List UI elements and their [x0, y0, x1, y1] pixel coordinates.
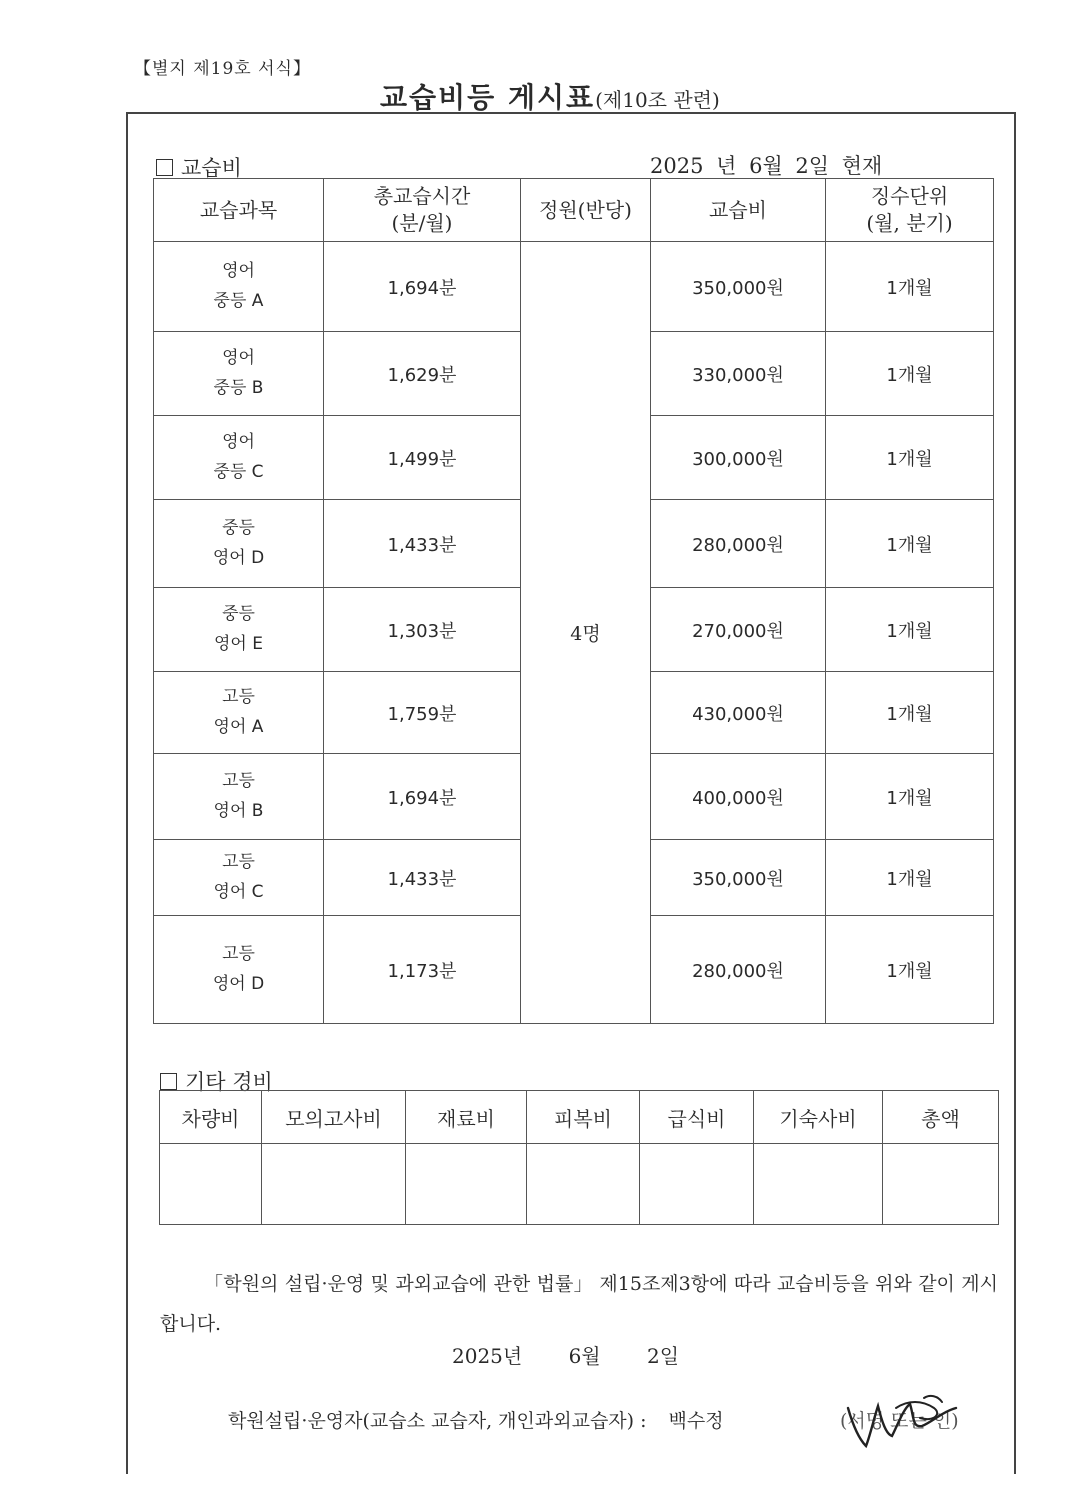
subject-cell [154, 500, 324, 588]
as-of-date: 2025 년 6월 2일 현재 [650, 154, 883, 178]
fee-cell: 400,000원 [651, 754, 826, 840]
subject-cell [154, 754, 324, 840]
declaration-date: 2025년 6월 2일 [452, 1344, 680, 1368]
fee-cell: 280,000원 [651, 500, 826, 588]
hours-cell: 1,694분 [324, 242, 521, 332]
fee-cell: 300,000원 [651, 416, 826, 500]
tuition-table [153, 178, 994, 1024]
subject-line2: 중등 A [213, 290, 264, 311]
subject-cell [154, 588, 324, 672]
checkbox-square-icon [156, 159, 173, 176]
subject-cell [154, 672, 324, 754]
material-fee-value [406, 1144, 527, 1225]
hours-cell: 1,629분 [324, 332, 521, 416]
fee-cell: 330,000원 [651, 332, 826, 416]
hours-cell: 1,433분 [324, 500, 521, 588]
uniform-fee-value [527, 1144, 640, 1225]
other-expenses-value-row [160, 1144, 999, 1225]
header-total: 총액 [883, 1091, 999, 1144]
signature-icon [838, 1378, 968, 1458]
subject-line2: 영어 D [212, 973, 265, 994]
fee-cell: 280,000원 [651, 916, 826, 1024]
fee-cell: 350,000원 [651, 840, 826, 916]
title-text: 교습비등 게시표 [380, 81, 596, 114]
subject-line1: 중등 [222, 517, 255, 538]
header-unit-line2: (월, 분기) [866, 211, 953, 235]
subject-line2: 영어 D [212, 547, 265, 568]
checkbox-square-icon [160, 1073, 177, 1090]
header-capacity: 정원(반당) [521, 179, 651, 242]
hours-cell: 1,173분 [324, 916, 521, 1024]
declaration-text: 「학원의 설립·운영 및 과외교습에 관한 법률」 제15조제3항에 따라 교습비등을 위와 같이 게시합니다. [160, 1273, 998, 1335]
vehicle-fee-value [160, 1144, 262, 1225]
hours-cell: 1,433분 [324, 840, 521, 916]
subject-line2: 중등 C [213, 461, 264, 482]
header-unit [826, 179, 994, 242]
header-unit-line1: 징수단위 [870, 184, 949, 208]
subject-line1: 고등 [222, 851, 255, 872]
header-total-hours-line1: 총교습시간 [373, 184, 471, 208]
header-mock-exam-fee: 모의고사비 [262, 1091, 406, 1144]
tuition-header-row [154, 179, 994, 242]
subject-cell [154, 242, 324, 332]
subject-line2: 영어 A [213, 716, 264, 737]
operator-label: 학원설립·운영자(교습소 교습자, 개인과외교습자) : [228, 1410, 647, 1432]
subject-cell [154, 840, 324, 916]
unit-cell: 1개월 [826, 840, 994, 916]
header-total-hours [324, 179, 521, 242]
fee-cell: 350,000원 [651, 242, 826, 332]
title-reference: (제10조 관련) [595, 88, 720, 112]
other-expenses-header-row [160, 1091, 999, 1144]
total-value [883, 1144, 999, 1225]
unit-cell: 1개월 [826, 588, 994, 672]
header-total-hours-line2: (분/월) [391, 211, 453, 235]
unit-cell: 1개월 [826, 332, 994, 416]
subject-line1: 고등 [222, 686, 255, 707]
header-fee: 교습비 [651, 179, 826, 242]
subject-line1: 영어 [222, 431, 255, 452]
subject-line2: 영어 E [214, 633, 263, 654]
unit-cell: 1개월 [826, 242, 994, 332]
form-number: 【별지 제19호 서식】 [134, 59, 311, 79]
page-title [380, 76, 720, 116]
header-dormitory-fee: 기숙사비 [754, 1091, 883, 1144]
subject-cell [154, 416, 324, 500]
hours-cell: 1,303분 [324, 588, 521, 672]
operator-name: 백수정 [668, 1410, 724, 1432]
hours-cell: 1,759분 [324, 672, 521, 754]
unit-cell: 1개월 [826, 416, 994, 500]
unit-cell: 1개월 [826, 500, 994, 588]
subject-line1: 영어 [222, 347, 255, 368]
fee-cell: 270,000원 [651, 588, 826, 672]
subject-line2: 중등 B [213, 377, 264, 398]
subject-cell [154, 916, 324, 1024]
subject-line2: 영어 C [213, 881, 264, 902]
header-uniform-fee: 피복비 [527, 1091, 640, 1144]
subject-cell [154, 332, 324, 416]
subject-line2: 영어 B [213, 800, 264, 821]
capacity-cell: 4명 [521, 242, 651, 1024]
unit-cell: 1개월 [826, 916, 994, 1024]
mock-exam-fee-value [262, 1144, 406, 1225]
header-material-fee: 재료비 [406, 1091, 527, 1144]
other-expenses-table [159, 1090, 999, 1225]
fee-cell: 430,000원 [651, 672, 826, 754]
subject-line1: 영어 [222, 260, 255, 281]
subject-line1: 중등 [222, 603, 255, 624]
meal-fee-value [640, 1144, 754, 1225]
header-meal-fee: 급식비 [640, 1091, 754, 1144]
dormitory-fee-value [754, 1144, 883, 1225]
hours-cell: 1,499분 [324, 416, 521, 500]
seal-placeholder: (서명 또는 인) [840, 1410, 959, 1432]
hours-cell: 1,694분 [324, 754, 521, 840]
operator-line [228, 1406, 724, 1433]
unit-cell: 1개월 [826, 672, 994, 754]
other-expenses-label-text: 기타 경비 [185, 1070, 273, 1094]
subject-line1: 고등 [222, 943, 255, 964]
tuition-label-text: 교습비 [181, 156, 242, 180]
subject-line1: 고등 [222, 770, 255, 791]
header-subject: 교습과목 [154, 179, 324, 242]
unit-cell: 1개월 [826, 754, 994, 840]
table-row [154, 242, 994, 332]
header-vehicle-fee: 차량비 [160, 1091, 262, 1144]
